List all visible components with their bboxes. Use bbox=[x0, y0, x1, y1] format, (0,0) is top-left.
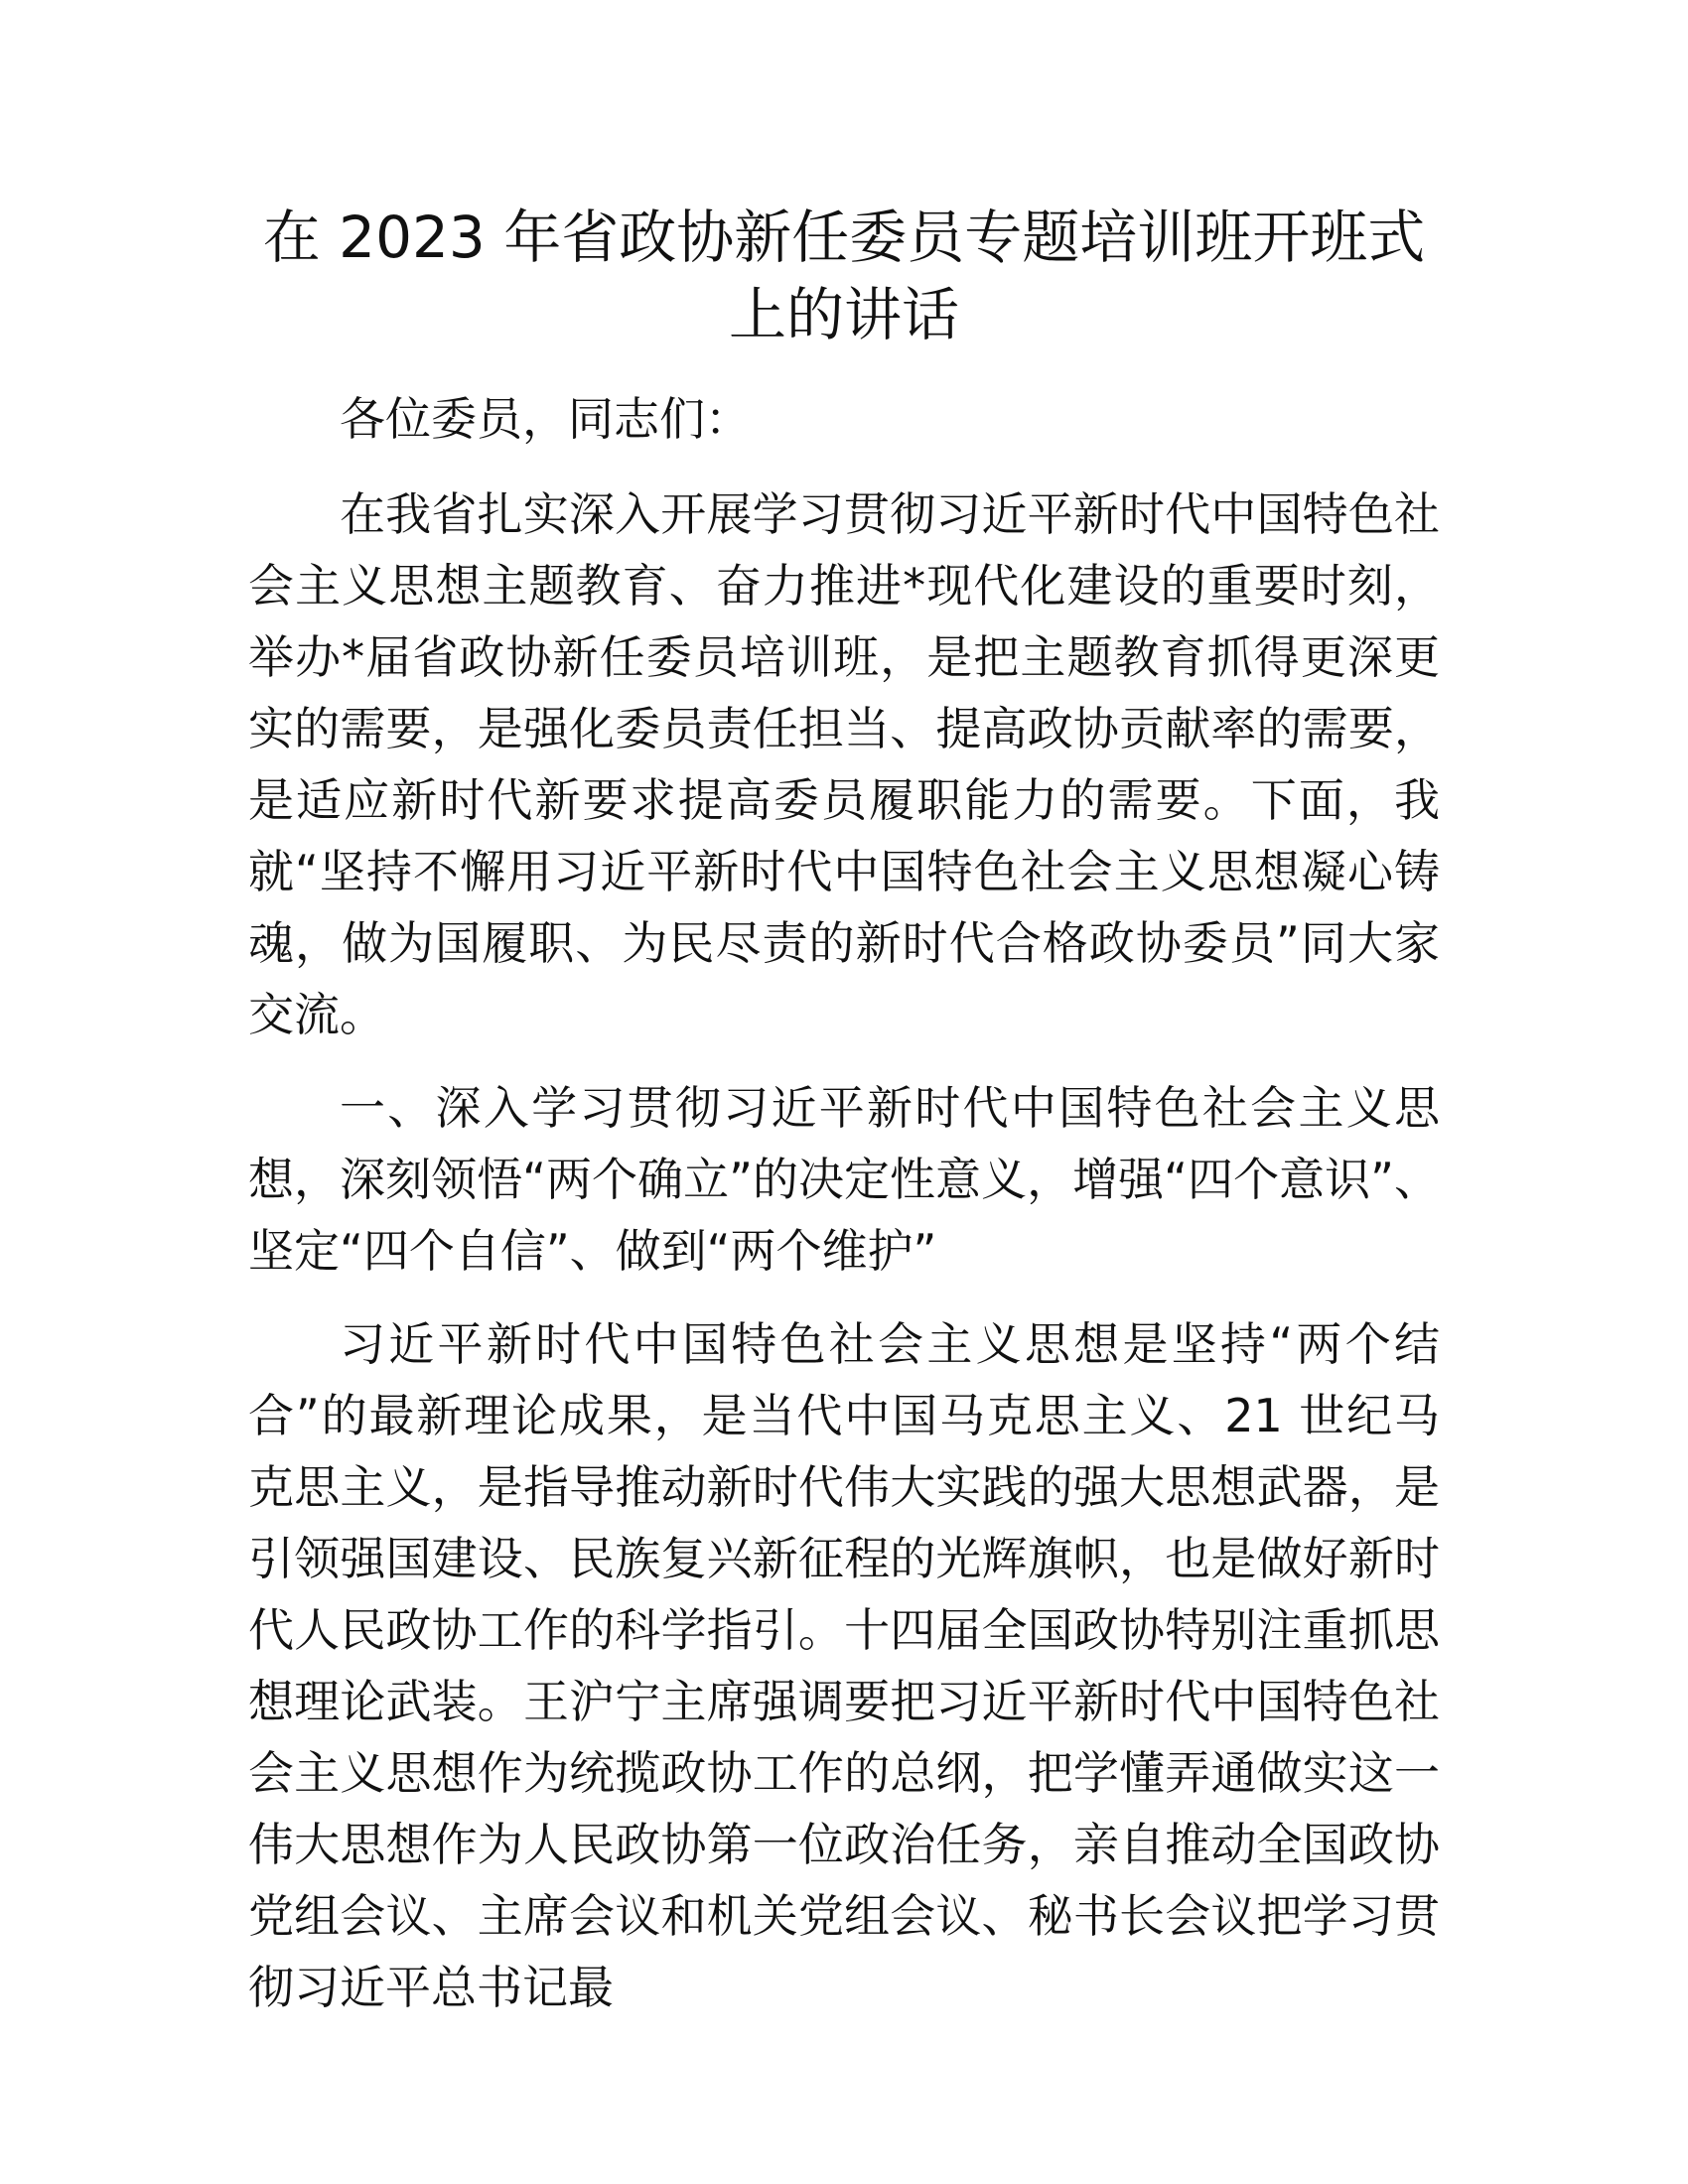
document-body bbox=[248, 383, 1440, 2023]
paragraph-intro: 在我省扎实深入开展学习贯彻习近平新时代中国特色社会主义思想主题教育、奋力推进*现代化建设的重要时刻，举办*届省政协新任委员培训班，是把主题教育抓得更深更实的需要，是强化委员责任担当、提高政协贡献率的需要，是适应新时代新要求提高委员履职能力的需要。下面，我就“坚持不懈用习近平新时代中国特色社会主义思想凝心铸魂，做为国履职、为民尽责的新时代合格政协委员”同大家交流。 bbox=[248, 487, 1440, 1041]
salutation: 各位委员，同志们： bbox=[340, 392, 751, 446]
paragraph-section-1: 习近平新时代中国特色社会主义思想是坚持“两个结合”的最新理论成果，是当代中国马克思主义、21 世纪马克思主义，是指导推动新时代伟大实践的强大思想武器，是引领强国建设、民族复兴新征程的光辉旗帜，也是做好新时代人民政协工作的科学指引。十四届全国政协特别注重抓思想理论武装。王沪宁主席强调要把习近平新时代中国特色社会主义思想作为统揽政协工作的总纲，把学懂弄通做实这一伟大思想作为人民政协第一位政治任务，亲自推动全国政协党组会议、主席会议和机关党组会议、秘书长会议把学习贯彻习近平总书记最 bbox=[248, 1317, 1440, 2014]
document-title: 在 2023 年省政协新任委员专题培训班开班式上的讲话 bbox=[262, 204, 1426, 348]
section-heading-1: 一、深入学习贯彻习近平新时代中国特色社会主义思想，深刻领悟“两个确立”的决定性意义，增强“四个意识”、坚定“四个自信”、做到“两个维护” bbox=[248, 1081, 1440, 1278]
